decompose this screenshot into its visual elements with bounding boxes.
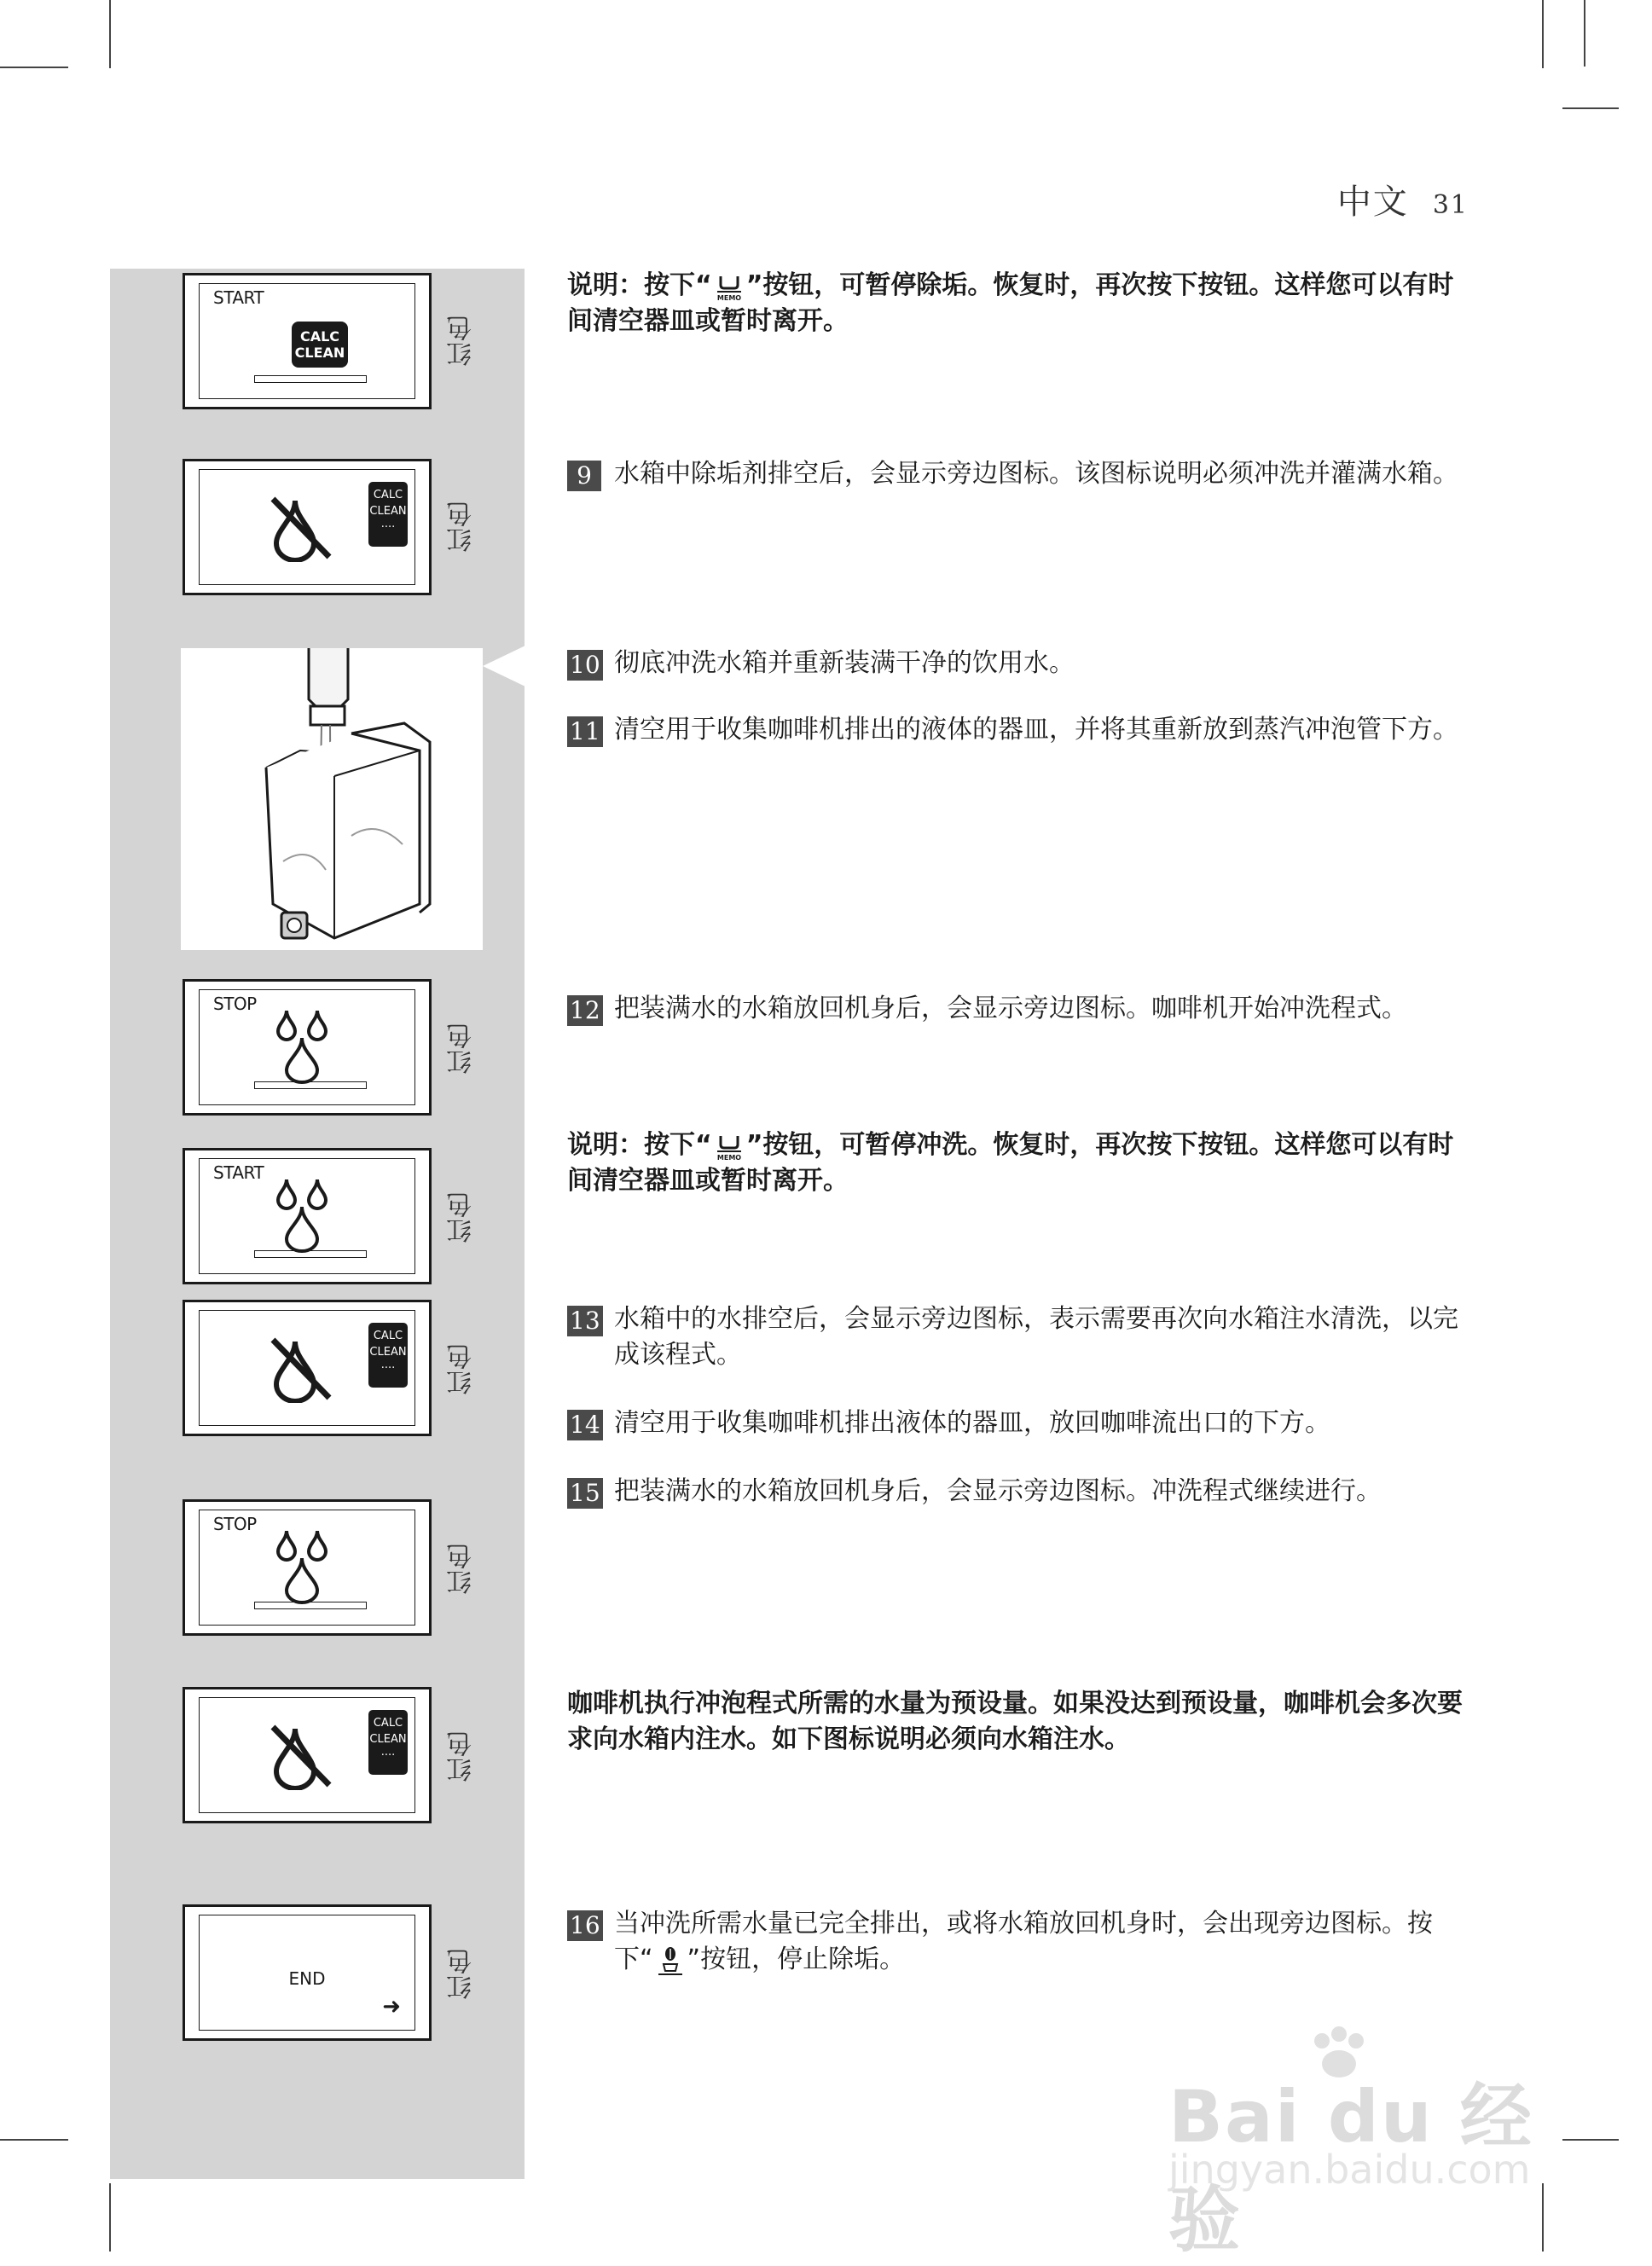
display-frame	[199, 1915, 415, 2031]
tank-filling-drawing	[181, 648, 483, 950]
crop-mark	[1584, 0, 1585, 67]
page-number: 31	[1432, 190, 1469, 220]
step-text: 清空用于收集咖啡机排出的液体的器皿，并将其重新放到蒸汽冲泡管下方。	[614, 715, 1458, 745]
step-13	[567, 1301, 1463, 1373]
no-water-icon	[270, 492, 334, 562]
step-text: 水箱中除垢剂排空后，会显示旁边图标。该图标说明必须冲洗并灌满水箱。	[614, 459, 1458, 489]
crop-mark	[1542, 0, 1544, 68]
display-start-drops	[183, 1148, 432, 1284]
red-label: 红色	[447, 1192, 477, 1243]
display-no-water	[183, 459, 432, 595]
red-label: 红色	[447, 1731, 477, 1782]
display-frame	[199, 283, 415, 399]
step-text: 清空用于收集咖啡机排出液体的器皿，放回咖啡流出口的下方。	[614, 1408, 1330, 1438]
display-start-calc-clean	[183, 273, 432, 409]
memo-button-icon	[712, 271, 746, 302]
display-end	[183, 1904, 432, 2041]
display-stop-drops	[183, 1499, 432, 1636]
red-label: 红色	[447, 316, 477, 367]
step-15	[567, 1474, 1463, 1510]
crop-mark	[0, 67, 68, 68]
page-header	[1337, 175, 1469, 223]
display-word: STOP	[213, 1514, 257, 1534]
no-water-icon	[270, 1333, 334, 1403]
red-label: 红色	[447, 501, 477, 553]
badge-dots: ····	[380, 1362, 396, 1375]
note-text: 说明：按下“	[567, 270, 712, 300]
water-tank-illustration	[181, 648, 483, 950]
step-number: 15	[567, 1478, 603, 1509]
step-text: 彻底冲洗水箱并重新装满干净的饮用水。	[614, 648, 1075, 678]
red-label: 红色	[447, 1023, 477, 1075]
display-word: START	[213, 287, 264, 308]
svg-text:MEMO: MEMO	[716, 1153, 741, 1162]
crop-mark	[109, 0, 111, 68]
note-pause-descaling	[567, 268, 1463, 339]
display-frame	[199, 1158, 415, 1274]
display-no-water	[183, 1300, 432, 1436]
step-number: 9	[567, 461, 601, 491]
step-number: 14	[567, 1410, 603, 1440]
badge-line: CALC	[373, 489, 403, 501]
badge-line: CALC	[373, 1717, 403, 1730]
display-frame	[199, 1310, 415, 1426]
badge-line: CLEAN	[369, 505, 407, 518]
calc-clean-badge	[368, 1710, 408, 1775]
language-label: 中文	[1336, 183, 1409, 222]
display-frame	[199, 989, 415, 1105]
badge-line: CLEAN	[369, 1346, 407, 1359]
step-16	[567, 1906, 1463, 1978]
svg-text:MEMO: MEMO	[716, 293, 741, 302]
display-word: START	[213, 1162, 264, 1183]
step-9	[567, 456, 1463, 492]
note-text: ”按钮，可暂停冲洗。恢复时，再次按下按钮。这样您可以有时间清空器皿或暂时离开。	[567, 1130, 1454, 1196]
display-frame	[199, 1697, 415, 1813]
memo-button-icon	[712, 1131, 746, 1162]
red-label: 红色	[447, 1344, 477, 1395]
calc-clean-badge	[368, 482, 408, 547]
display-no-water	[183, 1687, 432, 1823]
step-14	[567, 1405, 1463, 1441]
watermark-brand: Bai du 经验	[1168, 2075, 1533, 2262]
badge-line: CLEAN	[369, 1733, 407, 1746]
progress-bar	[254, 1250, 367, 1258]
step-number: 12	[567, 995, 603, 1026]
progress-bar	[254, 1081, 367, 1089]
badge-line: CLEAN	[294, 345, 345, 361]
step-10	[567, 646, 1463, 681]
step-number: 13	[567, 1306, 603, 1336]
coffee-button-icon	[653, 1945, 687, 1976]
red-label: 红色	[447, 1544, 477, 1595]
step-text: 把装满水的水箱放回机身后，会显示旁边图标。咖啡机开始冲洗程式。	[614, 994, 1407, 1023]
crop-mark	[109, 2183, 111, 2252]
water-drops-icon	[275, 1176, 343, 1253]
note-text: ”按钮，可暂停除垢。恢复时，再次按下按钮。这样您可以有时间清空器皿或暂时离开。	[567, 270, 1454, 336]
step-number: 10	[567, 650, 603, 681]
red-label: 红色	[447, 1949, 477, 2000]
crop-mark	[1562, 107, 1619, 109]
step-text: 把装满水的水箱放回机身后，会显示旁边图标。冲洗程式继续进行。	[614, 1476, 1382, 1506]
note-text: 说明：按下“	[567, 1130, 712, 1160]
step-11	[567, 712, 1463, 748]
step-text: ”按钮，停止除垢。	[687, 1944, 906, 1974]
calc-clean-badge	[292, 322, 348, 368]
display-frame	[199, 1510, 415, 1626]
badge-dots: ····	[380, 521, 396, 534]
step-number: 11	[567, 716, 603, 747]
no-water-icon	[270, 1720, 334, 1790]
display-frame	[199, 469, 415, 585]
water-drops-icon	[275, 1527, 343, 1604]
display-word: STOP	[213, 994, 257, 1014]
calc-clean-badge	[368, 1323, 408, 1388]
step-text: 水箱中的水排空后，会显示旁边图标，表示需要再次向水箱注水清洗，以完成该程式。	[614, 1304, 1458, 1370]
note-pause-rinsing	[567, 1127, 1463, 1199]
display-stop-drops	[183, 979, 432, 1116]
badge-dots: ····	[380, 1749, 396, 1762]
step-number: 16	[567, 1910, 603, 1941]
progress-bar	[254, 375, 367, 383]
progress-bar	[254, 1602, 367, 1609]
sidebar-notch	[483, 646, 525, 687]
note-water-quantity: 咖啡机执行冲泡程式所需的水量为预设量。如果没达到预设量，咖啡机会多次要求向水箱内注水。如下图标说明必须向水箱注水。	[567, 1689, 1463, 1754]
baidu-watermark	[1168, 2025, 1578, 2262]
step-12	[567, 991, 1463, 1027]
arrow-right-icon: ➜	[382, 1994, 401, 2020]
badge-line: CALC	[299, 328, 340, 345]
step-text: 当冲洗所需水量已完全排出，或将水箱放回机身时，会出现旁边图标。按下“	[614, 1909, 1433, 1974]
crop-mark	[0, 2139, 68, 2141]
display-word: END	[288, 1968, 326, 1989]
watermark-url: jingyan.baidu.com	[1168, 2147, 1531, 2193]
water-drops-icon	[275, 1007, 343, 1084]
badge-line: CALC	[373, 1330, 403, 1342]
